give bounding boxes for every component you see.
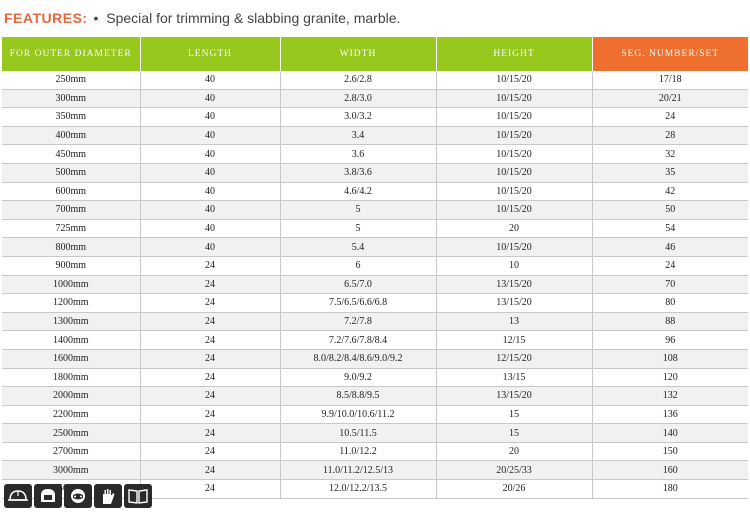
cell-length: 24 [140,387,280,406]
table-row [2,163,748,182]
cell-outer-diameter: 1600mm [2,349,140,368]
cell-outer-diameter: 725mm [2,219,140,238]
cell-height: 20/25/33 [436,461,592,480]
cell-width: 3.4 [280,126,436,145]
cell-seg-number: 96 [592,331,748,350]
table-row [2,126,748,145]
cell-height: 15 [436,424,592,443]
cell-width: 8.5/8.8/9.5 [280,387,436,406]
cell-length: 40 [140,163,280,182]
table-row [2,71,748,89]
cell-outer-diameter: 500mm [2,163,140,182]
cell-length: 40 [140,182,280,201]
cell-outer-diameter: 2500mm [2,424,140,443]
cell-outer-diameter: 2700mm [2,442,140,461]
table-row [2,201,748,220]
cell-length: 24 [140,275,280,294]
cell-length: 24 [140,256,280,275]
safety-icons [4,484,152,508]
table-row [2,349,748,368]
cell-height: 10/15/20 [436,108,592,127]
cell-length: 24 [140,405,280,424]
cell-height: 20 [436,219,592,238]
cell-seg-number: 42 [592,182,748,201]
table-row [2,182,748,201]
header-height: HEIGHT [436,37,592,71]
header-width: WIDTH [280,37,436,71]
cell-width: 5 [280,201,436,220]
glove-icon [94,484,122,508]
table-row [2,405,748,424]
cell-outer-diameter: 1300mm [2,312,140,331]
cell-seg-number: 35 [592,163,748,182]
header-row [2,37,748,71]
cell-width: 6 [280,256,436,275]
cell-length: 24 [140,368,280,387]
cell-seg-number: 160 [592,461,748,480]
table-row [2,461,748,480]
table-row [2,238,748,257]
cell-seg-number: 88 [592,312,748,331]
features-line [4,10,400,26]
cell-outer-diameter: 300mm [2,89,140,108]
cell-height: 12/15/20 [436,349,592,368]
table-row [2,424,748,443]
header-length: LENGTH [140,37,280,71]
table-row [2,108,748,127]
cell-height: 10 [436,256,592,275]
hard-hat-icon [4,484,32,508]
cell-seg-number: 70 [592,275,748,294]
cell-outer-diameter: 1000mm [2,275,140,294]
cell-width: 5 [280,219,436,238]
cell-length: 40 [140,201,280,220]
cell-seg-number: 32 [592,145,748,164]
cell-height: 10/15/20 [436,182,592,201]
cell-seg-number: 28 [592,126,748,145]
cell-height: 10/15/20 [436,201,592,220]
cell-length: 40 [140,108,280,127]
cell-height: 13/15/20 [436,294,592,313]
cell-seg-number: 132 [592,387,748,406]
cell-outer-diameter: 400mm [2,126,140,145]
cell-width: 8.0/8.2/8.4/8.6/9.0/9.2 [280,349,436,368]
table-row [2,331,748,350]
cell-seg-number: 54 [592,219,748,238]
cell-outer-diameter: 800mm [2,238,140,257]
cell-width: 7.5/6.5/6.6/6.8 [280,294,436,313]
cell-seg-number: 24 [592,256,748,275]
cell-length: 40 [140,145,280,164]
cell-height: 13/15/20 [436,275,592,294]
cell-outer-diameter: 2200mm [2,405,140,424]
cell-width: 12.0/12.2/13.5 [280,480,436,499]
cell-height: 13/15/20 [436,387,592,406]
table-row [2,219,748,238]
cell-length: 40 [140,71,280,89]
cell-outer-diameter: 2000mm [2,387,140,406]
cell-seg-number: 120 [592,368,748,387]
cell-outer-diameter: 600mm [2,182,140,201]
cell-height: 15 [436,405,592,424]
table-row [2,256,748,275]
table-row [2,312,748,331]
manual-book-icon [124,484,152,508]
cell-length: 24 [140,442,280,461]
header-seg-number: SEG. NUMBER/SET [592,37,748,71]
cell-width: 3.8/3.6 [280,163,436,182]
cell-seg-number: 150 [592,442,748,461]
header-outer-diameter: FOR OUTER DIAMETER [2,37,140,71]
cell-width: 11.0/11.2/12.5/13 [280,461,436,480]
cell-outer-diameter: 900mm [2,256,140,275]
cell-height: 20/26 [436,480,592,499]
cell-length: 24 [140,424,280,443]
cell-width: 11.0/12.2 [280,442,436,461]
cell-seg-number: 136 [592,405,748,424]
cell-height: 10/15/20 [436,126,592,145]
features-bullet: • [93,10,99,26]
cell-length: 24 [140,461,280,480]
cell-width: 3.6 [280,145,436,164]
cell-seg-number: 80 [592,294,748,313]
cell-height: 10/15/20 [436,71,592,89]
cell-width: 6.5/7.0 [280,275,436,294]
cell-width: 10.5/11.5 [280,424,436,443]
helmet-icon [34,484,62,508]
cell-seg-number: 20/21 [592,89,748,108]
features-text: Special for trimming & slabbing granite, marble. [106,10,401,26]
cell-seg-number: 50 [592,201,748,220]
table-row [2,294,748,313]
cell-height: 10/15/20 [436,89,592,108]
cell-length: 40 [140,89,280,108]
features-label: FEATURES: [4,10,88,26]
cell-seg-number: 180 [592,480,748,499]
cell-width: 7.2/7.8 [280,312,436,331]
spec-table [2,37,748,499]
cell-outer-diameter: 350mm [2,108,140,127]
cell-seg-number: 108 [592,349,748,368]
table-row [2,89,748,108]
cell-width: 5.4 [280,238,436,257]
cell-height: 20 [436,442,592,461]
cell-width: 9.9/10.0/10.6/11.2 [280,405,436,424]
cell-width: 7.2/7.6/7.8/8.4 [280,331,436,350]
cell-height: 13/15 [436,368,592,387]
cell-seg-number: 24 [592,108,748,127]
cell-seg-number: 17/18 [592,71,748,89]
table-row [2,442,748,461]
cell-length: 40 [140,238,280,257]
table-row [2,275,748,294]
cell-length: 24 [140,349,280,368]
cell-height: 12/15 [436,331,592,350]
cell-width: 9.0/9.2 [280,368,436,387]
cell-outer-diameter: 1400mm [2,331,140,350]
cell-length: 24 [140,294,280,313]
cell-width: 2.8/3.0 [280,89,436,108]
table-row [2,145,748,164]
cell-length: 40 [140,219,280,238]
cell-outer-diameter: 450mm [2,145,140,164]
face-mask-icon [64,484,92,508]
cell-height: 10/15/20 [436,163,592,182]
cell-length: 24 [140,312,280,331]
table-row [2,387,748,406]
cell-length: 24 [140,331,280,350]
cell-seg-number: 46 [592,238,748,257]
cell-height: 10/15/20 [436,145,592,164]
cell-outer-diameter: 700mm [2,201,140,220]
cell-width: 2.6/2.8 [280,71,436,89]
table-row [2,368,748,387]
cell-outer-diameter: 1200mm [2,294,140,313]
cell-outer-diameter: 3000mm [2,461,140,480]
cell-seg-number: 140 [592,424,748,443]
cell-width: 3.0/3.2 [280,108,436,127]
cell-outer-diameter: 1800mm [2,368,140,387]
cell-width: 4.6/4.2 [280,182,436,201]
cell-length: 24 [140,480,280,499]
cell-height: 13 [436,312,592,331]
cell-outer-diameter: 250mm [2,71,140,89]
cell-length: 40 [140,126,280,145]
cell-height: 10/15/20 [436,238,592,257]
